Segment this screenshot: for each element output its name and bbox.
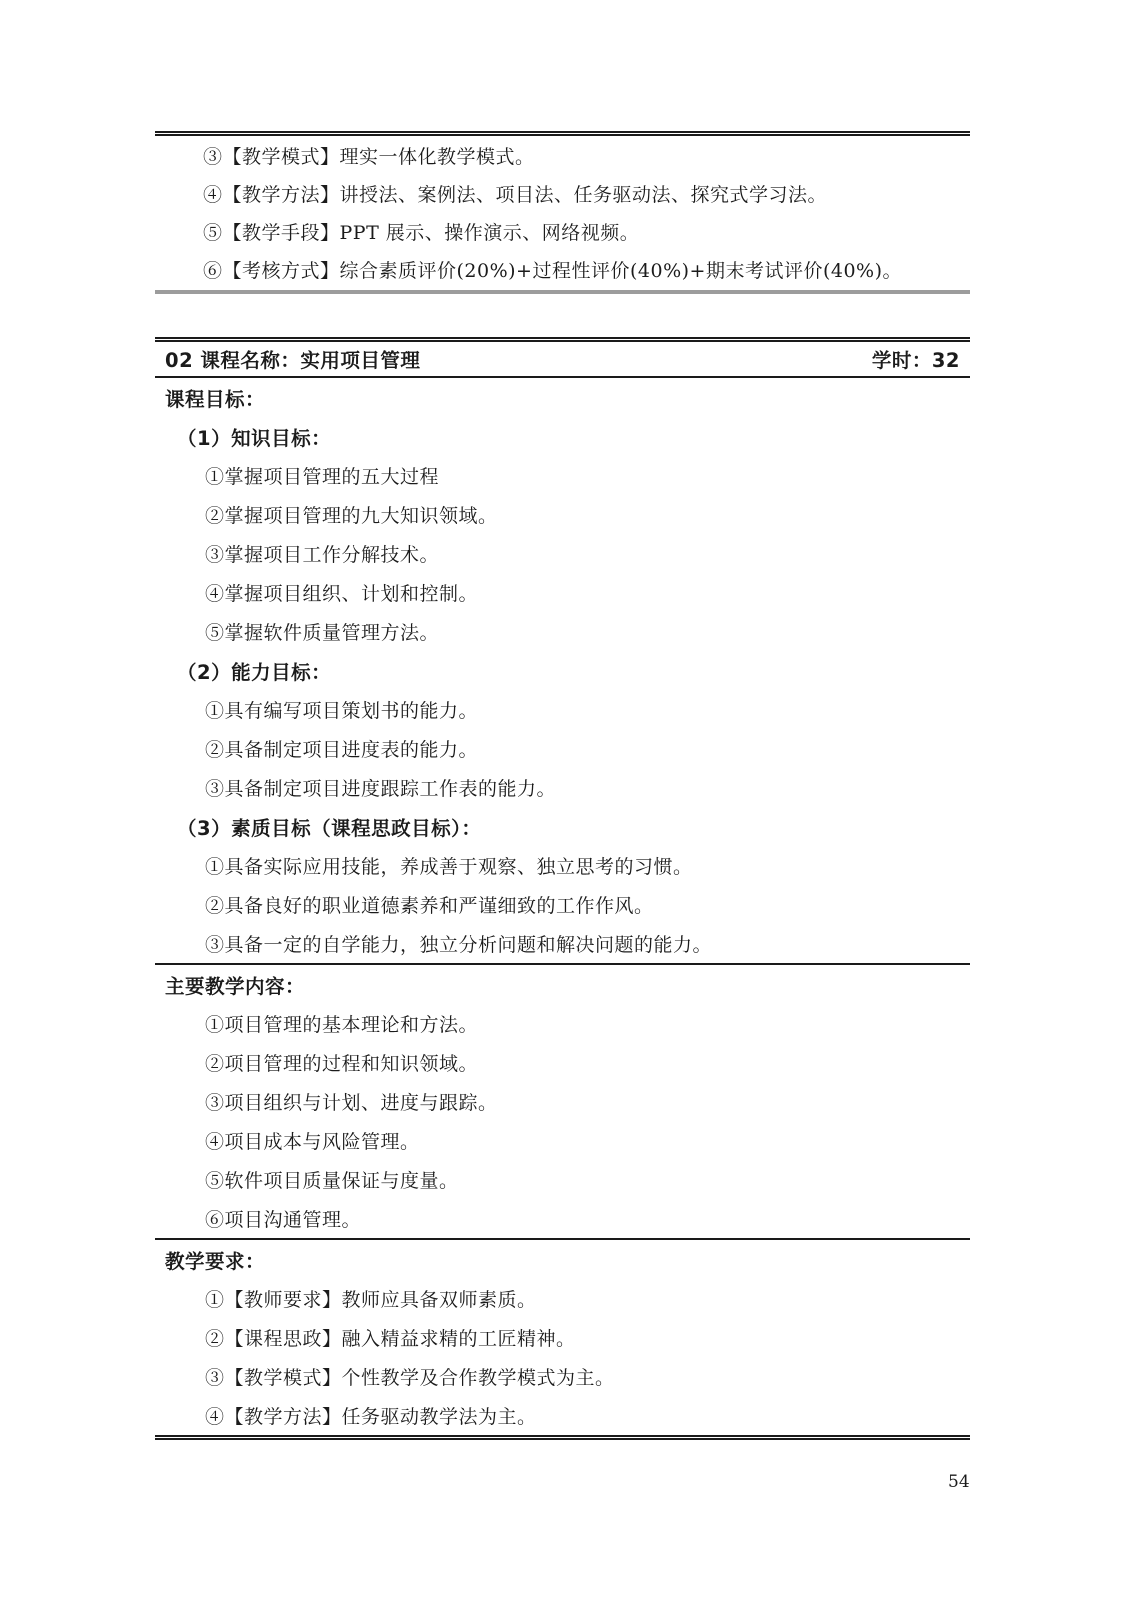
knowledge-goal-item: ③掌握项目工作分解技术。 xyxy=(205,544,440,566)
teaching-content-item: ⑤软件项目质量保证与度量。 xyxy=(205,1170,459,1192)
course-02-table xyxy=(155,337,970,1440)
ability-goal-item: ②具备制定项目进度表的能力。 xyxy=(205,739,479,761)
quality-goal-item: ②具备良好的职业道德素养和严谨细致的工作作风。 xyxy=(205,895,654,917)
teaching-content-heading: 主要教学内容： xyxy=(165,974,306,998)
knowledge-goal-item: ④掌握项目组织、计划和控制。 xyxy=(205,583,479,605)
teaching-content-item: ③项目组织与计划、进度与跟踪。 xyxy=(205,1092,498,1114)
teaching-content-item: ②项目管理的过程和知识领域。 xyxy=(205,1053,479,1075)
teaching-content-item: ①项目管理的基本理论和方法。 xyxy=(205,1014,479,1036)
document-content xyxy=(155,131,970,1440)
knowledge-goal-item: ①掌握项目管理的五大过程 xyxy=(205,466,440,488)
course-hours: 学时：32 xyxy=(871,349,960,372)
previous-course-table-continuation xyxy=(155,131,970,294)
teaching-means-item: ⑤【教学手段】PPT 展示、操作演示、网络视频。 xyxy=(203,221,640,244)
teaching-content-item: ④项目成本与风险管理。 xyxy=(205,1131,420,1153)
teaching-content-section xyxy=(155,965,970,1240)
teaching-mode-item: ③【教学模式】理实一体化教学模式。 xyxy=(203,145,535,168)
table-bottom-rule xyxy=(155,290,970,294)
knowledge-goals-heading: （1）知识目标： xyxy=(177,426,332,450)
ability-goal-item: ①具有编写项目策划书的能力。 xyxy=(205,700,479,722)
assessment-method-item: ⑥【考核方式】综合素质评价(20%)+过程性评价(40%)+期末考试评价(40%)。 xyxy=(203,259,903,282)
teaching-requirement-item: ①【教师要求】教师应具备双师素质。 xyxy=(205,1289,537,1311)
teaching-requirement-item: ③【教学模式】个性教学及合作教学模式为主。 xyxy=(205,1367,615,1389)
teaching-requirement-item: ②【课程思政】融入精益求精的工匠精神。 xyxy=(205,1328,576,1350)
ability-goals-heading: （2）能力目标： xyxy=(177,660,332,684)
teaching-requirement-item: ④【教学方法】任务驱动教学法为主。 xyxy=(205,1406,537,1428)
teaching-requirements-section xyxy=(155,1240,970,1435)
teaching-requirements-heading: 教学要求： xyxy=(165,1249,266,1273)
ability-goal-item: ③具备制定项目进度跟踪工作表的能力。 xyxy=(205,778,557,800)
course-objectives-section xyxy=(155,378,970,965)
objectives-heading: 课程目标： xyxy=(165,387,266,411)
knowledge-goal-item: ⑤掌握软件质量管理方法。 xyxy=(205,622,440,644)
course-header-row xyxy=(155,342,970,378)
teaching-content-item: ⑥项目沟通管理。 xyxy=(205,1209,362,1231)
quality-goal-item: ①具备实际应用技能，养成善于观察、独立思考的习惯。 xyxy=(205,856,693,878)
quality-goal-item: ③具备一定的自学能力，独立分析问题和解决问题的能力。 xyxy=(205,934,713,956)
course-title: 02 课程名称：实用项目管理 xyxy=(165,349,421,372)
quality-goals-heading: （3）素质目标（课程思政目标）： xyxy=(177,816,482,840)
knowledge-goal-item: ②掌握项目管理的九大知识领域。 xyxy=(205,505,498,527)
page-number: 54 xyxy=(948,1472,970,1492)
teaching-method-item: ④【教学方法】讲授法、案例法、项目法、任务驱动法、探究式学习法。 xyxy=(203,183,828,206)
